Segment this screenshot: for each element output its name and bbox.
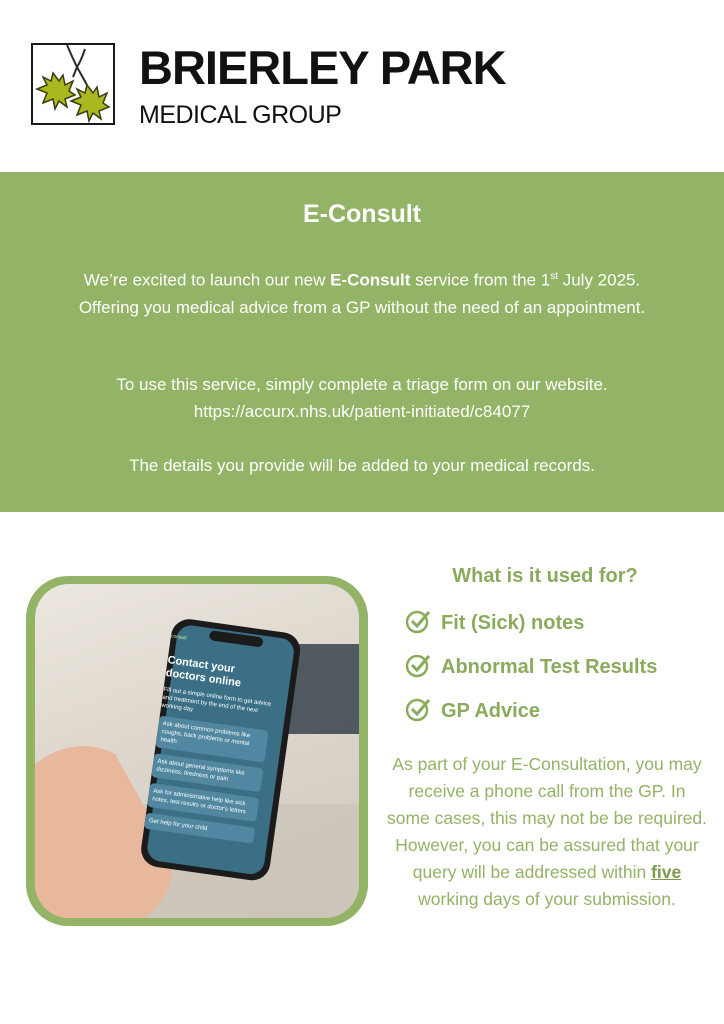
phone-option[interactable]: Ask about common problems like coughs, back problems or mental health	[155, 716, 268, 763]
instructions-text: To use this service, simply complete a triage form on our website.	[116, 375, 608, 394]
phone-heading: Contact your doctors online	[164, 654, 242, 690]
intro-text-mid: service from the 1	[410, 270, 551, 290]
phone-photo-frame	[26, 576, 368, 926]
consult-brand: consult	[170, 633, 188, 642]
banner-intro	[60, 263, 664, 321]
website-link[interactable]: https://accurx.nhs.uk/patient-initiated/c84077	[193, 402, 531, 421]
org-name: BRIERLEY PARK	[139, 41, 506, 94]
phone-photo	[35, 584, 359, 918]
info-text-start: As part of your E-Consultation, you may receive a phone call from the GP. In some cases, this may not be be required. However, you can be assured that your query will be addressed within	[386, 754, 708, 882]
phone-option[interactable]: Ask about general symptoms like dizziness, tiredness or pain	[151, 753, 263, 792]
banner-records-note: The details you provide will be added to your medical records.	[129, 456, 595, 475]
maple-leaf-logo	[31, 43, 115, 125]
check-circle-icon	[405, 652, 431, 683]
banner-instructions	[60, 371, 664, 425]
info-text-end: working days of your submission.	[418, 889, 676, 909]
page-header	[0, 0, 724, 172]
org-subtitle: MEDICAL GROUP	[139, 101, 342, 129]
phone-intro: Fill out a simple online form to get advice and treatment by the end of the next working day	[160, 686, 272, 715]
econsult-banner	[0, 172, 724, 512]
intro-superscript: st	[550, 271, 558, 282]
banner-title: E-Consult	[302, 200, 422, 228]
phone-option[interactable]: Ask for administrative help like sick notes, test results or doctor's letters	[147, 783, 259, 822]
check-circle-icon	[405, 608, 431, 639]
intro-bold: E-Consult	[330, 270, 411, 290]
used-for-label: Abnormal Test Results	[441, 655, 658, 678]
info-bold-five: five	[651, 862, 682, 882]
consultation-info	[386, 751, 708, 913]
phone-option[interactable]: Get help for your child	[144, 813, 255, 844]
used-for-label: Fit (Sick) notes	[441, 611, 585, 634]
used-for-item	[405, 696, 540, 726]
intro-text-start: We’re excited to launch our new	[83, 270, 331, 290]
used-for-label: GP Advice	[441, 699, 540, 722]
check-circle-icon	[405, 696, 431, 727]
used-for-title: What is it used for?	[452, 565, 638, 587]
used-for-item	[405, 652, 657, 682]
intro-text-end: July 2025. Offering you medical advice from a GP without the need of an appointment.	[78, 270, 646, 317]
used-for-item	[405, 608, 584, 638]
